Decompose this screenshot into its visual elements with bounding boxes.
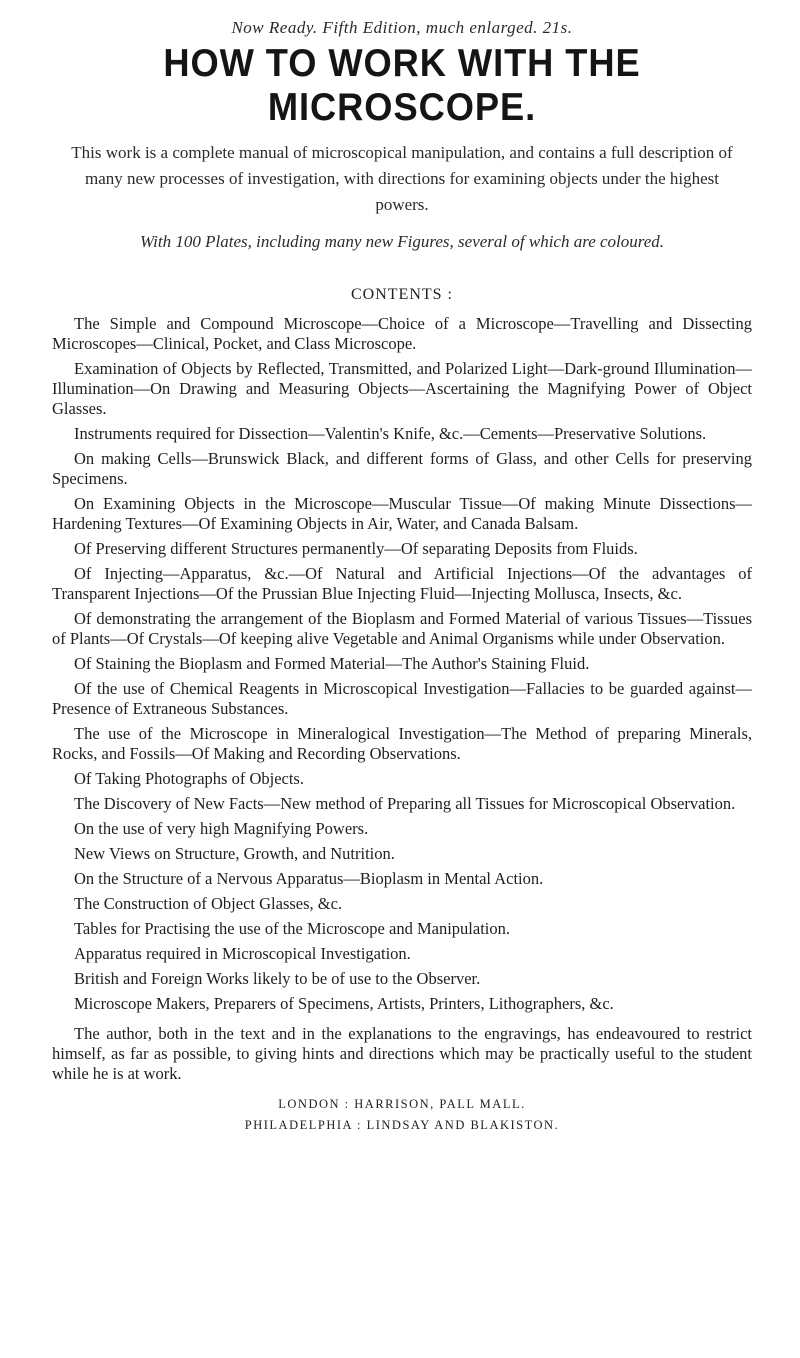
contents-item: New Views on Structure, Growth, and Nutrition. [74, 844, 395, 863]
edition-note: Now Ready. Fifth Edition, much enlarged. 21s. [231, 18, 573, 37]
contents-item: Of demonstrating the arrangement of the Bioplasm and Formed Material of various Tissues—Tissues of Plants—Of Crystals—Of keeping alive Vegetable and Animal Organisms while under Observation. [52, 609, 752, 648]
plates-note: With 100 Plates, including many new Figures, several of which are coloured. [139, 232, 665, 251]
page-title: HOW TO WORK WITH THE MICROSCOPE. [163, 42, 641, 129]
contents-item: The Construction of Object Glasses, &c. [74, 894, 343, 913]
contents-item: Of Injecting—Apparatus, &c.—Of Natural and Artificial Injections—Of the advantages of Transparent Injections—Of the Prussian Blue Injecting Fluid—Injecting Mollusca, Insects, &c. [52, 564, 752, 603]
contents-item: Of Staining the Bioplasm and Formed Material—The Author's Staining Fluid. [74, 654, 590, 673]
author-closing-note: The author, both in the text and in the explanations to the engravings, has endeavoured to restrict himself, as far as possible, to giving hints and directions which may be practically useful to the student while he is at work. [52, 1024, 752, 1083]
contents-item: The Discovery of New Facts—New method of Preparing all Tissues for Microscopical Observation. [74, 794, 736, 813]
imprint-philadelphia: PHILADELPHIA : LINDSAY AND BLAKISTON. [244, 1118, 560, 1132]
imprint-london: LONDON : HARRISON, PALL MALL. [278, 1097, 526, 1111]
contents-item: Of Preserving different Structures permanently—Of separating Deposits from Fluids. [74, 539, 638, 558]
contents-item: The Simple and Compound Microscope—Choice of a Microscope—Travelling and Dissecting Microscopes—Clinical, Pocket, and Class Microscope. [52, 314, 752, 353]
contents-item: On making Cells—Brunswick Black, and different forms of Glass, and other Cells for preserving Specimens. [52, 449, 752, 488]
contents-item: Microscope Makers, Preparers of Specimens, Artists, Printers, Lithographers, &c. [74, 994, 614, 1013]
contents-item: Instruments required for Dissection—Valentin's Knife, &c.—Cements—Preservative Solutions. [74, 424, 707, 443]
contents-item: Of Taking Photographs of Objects. [74, 769, 304, 788]
contents-item: Examination of Objects by Reflected, Transmitted, and Polarized Light—Dark-ground Illumination—Illumination—On Drawing and Measuring Objects—Ascertaining the Magnifying Power of Object Glasses. [52, 359, 752, 418]
contents-item: On the Structure of a Nervous Apparatus—Bioplasm in Mental Action. [74, 869, 544, 888]
contents-item: British and Foreign Works likely to be of use to the Observer. [74, 969, 481, 988]
contents-item: The use of the Microscope in Mineralogical Investigation—The Method of preparing Minerals, Rocks, and Fossils—Of Making and Recording Observations. [52, 724, 752, 763]
book-description: This work is a complete manual of microscopical manipulation, and contains a full description of many new processes of investigation, with directions for examining objects under the highest powers. [71, 143, 733, 214]
contents-item: Apparatus required in Microscopical Investigation. [74, 944, 411, 963]
contents-item: On Examining Objects in the Microscope—Muscular Tissue—Of making Minute Dissections—Hardening Textures—Of Examining Objects in Air, Water, and Canada Balsam. [52, 494, 752, 533]
contents-item: On the use of very high Magnifying Powers. [74, 819, 369, 838]
contents-list [52, 314, 752, 1014]
contents-heading: CONTENTS : [351, 286, 453, 303]
contents-item: Of the use of Chemical Reagents in Microscopical Investigation—Fallacies to be guarded against—Presence of Extraneous Substances. [52, 679, 752, 718]
contents-item: Tables for Practising the use of the Microscope and Manipulation. [74, 919, 510, 938]
